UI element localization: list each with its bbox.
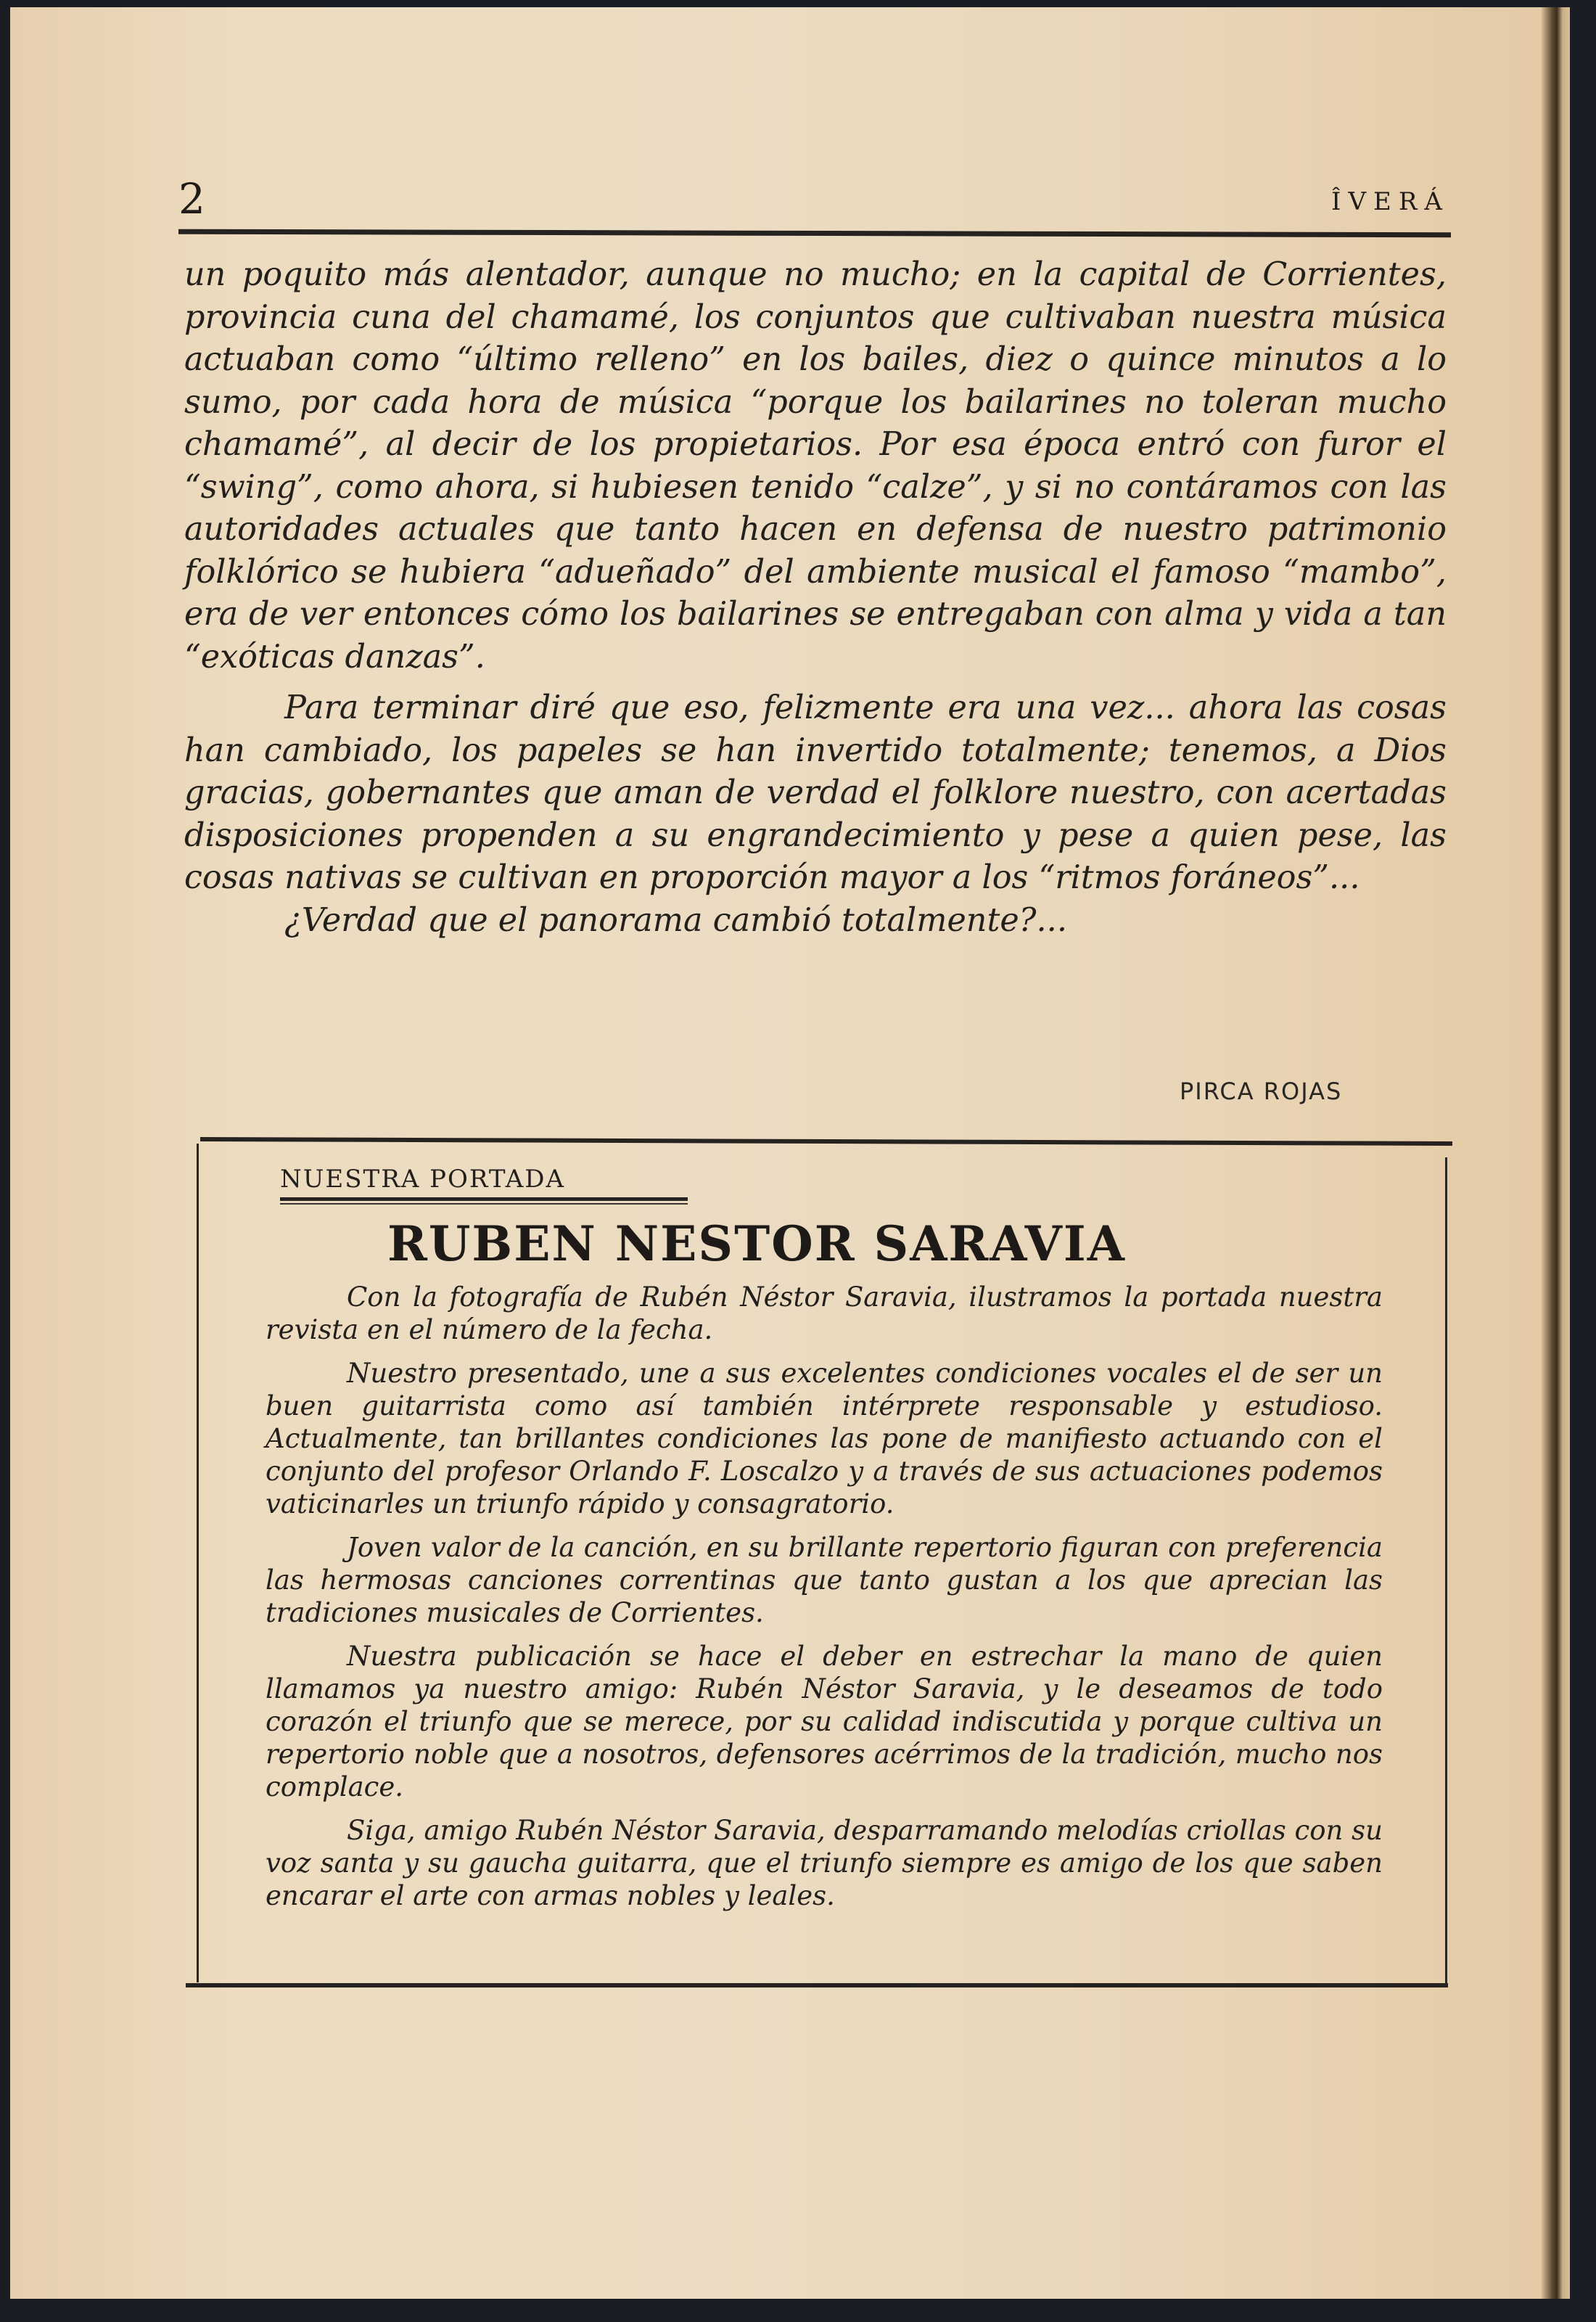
page-header xyxy=(178,174,1449,223)
header-rule xyxy=(178,229,1451,238)
page-gutter-edge xyxy=(1541,7,1570,2299)
feature-paragraph: Joven valor de la canción, en su brillante repertorio figuran con preferencia las hermosas canciones correntinas que tanto gustan a los que aprecian las tradiciones musicales de Corrientes. xyxy=(266,1532,1383,1628)
section-label: NUESTRA PORTADA xyxy=(280,1165,566,1194)
feature-paragraph: Con la fotografía de Rubén Néstor Saravia, ilustramos la portada nuestra revista en el número de la fecha. xyxy=(266,1281,1383,1345)
feature-paragraph: Nuestra publicación se hace el deber en estrechar la mano de quien llamamos ya nuestro amigo: Rubén Néstor Saravia, y le deseamos de todo corazón el triunfo que se merece, por su calidad indiscutida y porque cultiva un repertorio noble que a nosotros, defensores acérrimos de la tradición, mucho nos complace. xyxy=(266,1641,1383,1802)
feature-box-top-rule xyxy=(200,1137,1452,1146)
page-number: 2 xyxy=(178,174,205,223)
article-body xyxy=(184,254,1447,942)
feature-body xyxy=(266,1281,1383,1923)
magazine-page xyxy=(10,7,1570,2299)
feature-box-bottom-rule xyxy=(186,1983,1448,1987)
feature-paragraph: Siga, amigo Rubén Néstor Saravia, desparramando melodías criollas con su voz santa y su gaucha guitarra, que el triunfo siempre es amigo de los que saben encarar el arte con armas nobles y leales. xyxy=(266,1815,1383,1911)
section-label-underline-thin xyxy=(280,1203,688,1205)
feature-title: RUBEN NESTOR SARAVIA xyxy=(387,1215,1126,1272)
feature-box-left-border xyxy=(197,1144,199,1982)
article-paragraph: ¿Verdad que el panorama cambió totalmente?... xyxy=(284,901,1067,939)
article-author: PIRCA ROJAS xyxy=(1180,1078,1343,1105)
article-paragraph: Para terminar diré que eso, felizmente era una vez... ahora las cosas han cambiado, los papeles se han invertido totalmente; tenemos, a Dios gracias, gobernantes que aman de verdad el folklore nuestro, con acertadas disposiciones propenden a su engrandecimiento y pese a quien pese, las cosas nativas se cultivan en proporción mayor a los “ritmos foráneos”... xyxy=(184,689,1447,896)
feature-box-right-border xyxy=(1445,1157,1447,1986)
article-paragraph: un poquito más alentador, aunque no mucho; en la capital de Corrientes, provincia cuna del chamamé, los conjuntos que cultivaban nuestra música actuaban como “último relleno” en los bailes, diez o quince minutos a lo sumo, por cada hora de música “porque los bailarines no toleran mucho chamamé”, al decir de los propietarios. Por esa época entró con furor el “swing”, como ahora, si hubiesen tenido “calze”, y si no contáramos con las autoridades actuales que tanto hacen en defensa de nuestro patrimonio folklórico se hubiera “adueñado” del ambiente musical el famoso “mambo”, era de ver entonces cómo los bailarines se entregaban con alma y vida a tan “exóticas danzas”. xyxy=(184,256,1447,676)
section-label-underline xyxy=(280,1197,688,1201)
feature-paragraph: Nuestro presentado, une a sus excelentes condiciones vocales el de ser un buen guitarrista como así también intérprete responsable y estudioso. Actualmente, tan brillantes condiciones las pone de manifiesto actuando con el conjunto del profesor Orlando F. Loscalzo y a través de sus actuaciones podemos vaticinarles un triunfo rápido y consagratorio. xyxy=(266,1358,1383,1519)
magazine-name: ÎVERÁ xyxy=(1331,187,1449,216)
